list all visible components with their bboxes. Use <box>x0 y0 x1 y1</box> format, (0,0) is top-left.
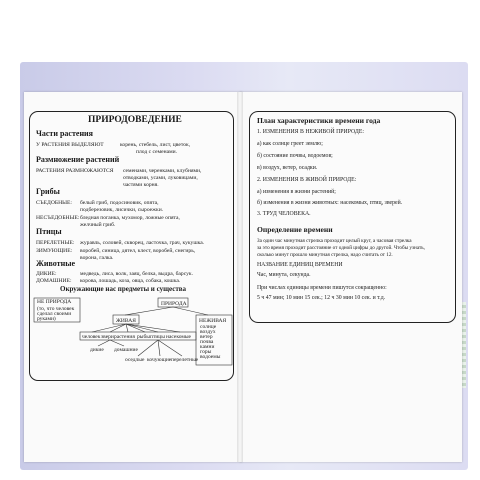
birds-sub-item: оседлые <box>125 357 145 363</box>
animals-sub-item: домашние <box>114 347 138 353</box>
nonliving-item: водоемы <box>200 354 221 360</box>
parts-text-2: плод с семенами. <box>136 149 178 155</box>
inedible-text-2: желчный гриб. <box>80 222 116 228</box>
birds-heading: Птицы <box>36 227 62 236</box>
birds-sub-item: кочующие <box>147 357 172 363</box>
not-nature-desc-3: руками) <box>37 316 56 322</box>
living-changes-heading: 2. ИЗМЕНЕНИЯ В ЖИВОЙ ПРИРОДЕ: <box>257 177 357 183</box>
domestic-label: ДОМАШНИЕ: <box>36 278 72 284</box>
nature-label: ПРИРОДА <box>161 301 187 307</box>
nonliving-label: НЕЖИВАЯ <box>199 318 227 324</box>
wintering-text-1: воробей, синица, дятел, клест, воробей, снегирь, <box>80 248 196 254</box>
time-text-1: За один час минутная стрелка проходит целый круг, а часовая стрелка <box>257 238 412 244</box>
edible-label: СЪЕДОБНЫЕ: <box>36 200 72 206</box>
living-item: растения <box>114 334 135 340</box>
time-heading: Определение времени <box>257 225 333 234</box>
living-label: ЖИВАЯ <box>116 318 136 324</box>
nonliving-item: горы <box>200 349 212 355</box>
objects-heading: Окружающие нас предметы и существа <box>60 285 187 293</box>
time-text-3: сколько минут прошло минутная стрелка, надо считать от 12. <box>257 252 393 258</box>
nonliving-item: воздух <box>200 329 216 335</box>
wild-text: медведь, лиса, волк, заяц, белка, выдра, барсук. <box>80 271 194 277</box>
nonliving-item: камни <box>200 344 215 350</box>
units-text: Час, минута, секунда. <box>257 272 311 278</box>
edible-text-2: подберезовик, лисички, сыроежки. <box>80 207 164 213</box>
wild-label: ДИКИЕ: <box>36 271 57 277</box>
birds-sub-item: перелетные <box>171 357 199 363</box>
reproduction-heading: Размножение растений <box>36 155 120 164</box>
units-heading: НАЗВАНИЕ ЕДИНИЦ ВРЕМЕНИ <box>257 262 343 268</box>
parts-heading: Части растения <box>36 129 93 138</box>
plan-item-c1: в) воздух, ветер, осадки. <box>257 165 318 171</box>
nonliving-item: ветер <box>200 334 213 340</box>
parts-label: У РАСТЕНИЯ ВЫДЕЛЯЮТ <box>36 142 104 148</box>
inedible-label: НЕСЪЕДОБНЫЕ: <box>36 215 80 221</box>
living-item: звери <box>101 334 114 340</box>
plan-item-work: 3. ТРУД ЧЕЛОВЕКА. <box>257 211 311 217</box>
nonliving-item: солнце <box>200 324 217 330</box>
abbrev-example: 5 ч 47 мин; 10 мин 15 сек.; 12 ч 30 мин 10 сек. и т.д. <box>257 295 386 301</box>
migratory-text: журавль, соловей, скворец, ласточка, грач, кукушка. <box>80 240 205 246</box>
living-item: птицы <box>150 334 165 340</box>
living-item: рыбы <box>137 334 150 340</box>
plan-heading: План характеристики времени года <box>257 116 381 125</box>
nonliving-changes-heading: 1. ИЗМЕНЕНИЯ В НЕЖИВОЙ ПРИРОДЕ: <box>257 129 365 135</box>
reproduction-text-2: отводками, усами, луковицами, <box>123 175 198 181</box>
plan-item-b2: б) изменения в жизни животных: насекомых, птиц, зверей. <box>257 200 403 206</box>
animals-heading: Животные <box>36 259 76 268</box>
nonliving-item: почва <box>200 339 214 345</box>
plan-item-b1: б) состояние почвы, водоемов; <box>257 153 333 159</box>
inedible-text-1: бледная поганка, мухомор, ложные опята, <box>80 215 180 221</box>
mushrooms-heading: Грибы <box>36 187 60 196</box>
parts-text-1: корень, стебель, лист, цветок, <box>120 142 191 148</box>
reproduction-label: РАСТЕНИЯ РАЗМНОЖАЮТСЯ <box>36 168 114 174</box>
migratory-label: ПЕРЕЛЕТНЫЕ: <box>36 240 75 246</box>
living-item: насекомые <box>166 334 191 340</box>
not-nature-desc-2: сделал своими <box>37 311 72 317</box>
page-title: ПРИРОДОВЕДЕНИЕ <box>88 115 182 125</box>
not-nature-desc-1: (то, что человек <box>37 306 75 312</box>
not-nature-label: НЕ ПРИРОДА <box>37 299 72 305</box>
edible-text-1: белый гриб, подосиновик, опята, <box>80 200 159 206</box>
animals-sub-item: дикие <box>90 347 104 353</box>
wintering-text-2: ворона, галка. <box>80 255 114 261</box>
domestic-text: корова, лошадь, коза, овца, собака, кошка. <box>80 278 181 284</box>
plan-item-a1: а) как солнце греет землю; <box>257 141 323 147</box>
wintering-label: ЗИМУЮЩИЕ: <box>36 248 73 254</box>
abbrev-heading: При числах единицы времени пишутся сокращенно: <box>257 285 387 291</box>
plan-item-a2: а) изменения в жизни растений; <box>257 189 336 195</box>
reproduction-text-1: семенами, черенками, клубнями, <box>123 168 202 174</box>
reproduction-text-3: частями корня. <box>123 182 159 188</box>
time-text-2: за это время проходит расстояние от одной цифры до другой. Чтобы узнать, <box>257 245 425 251</box>
living-item: человек <box>82 334 101 340</box>
